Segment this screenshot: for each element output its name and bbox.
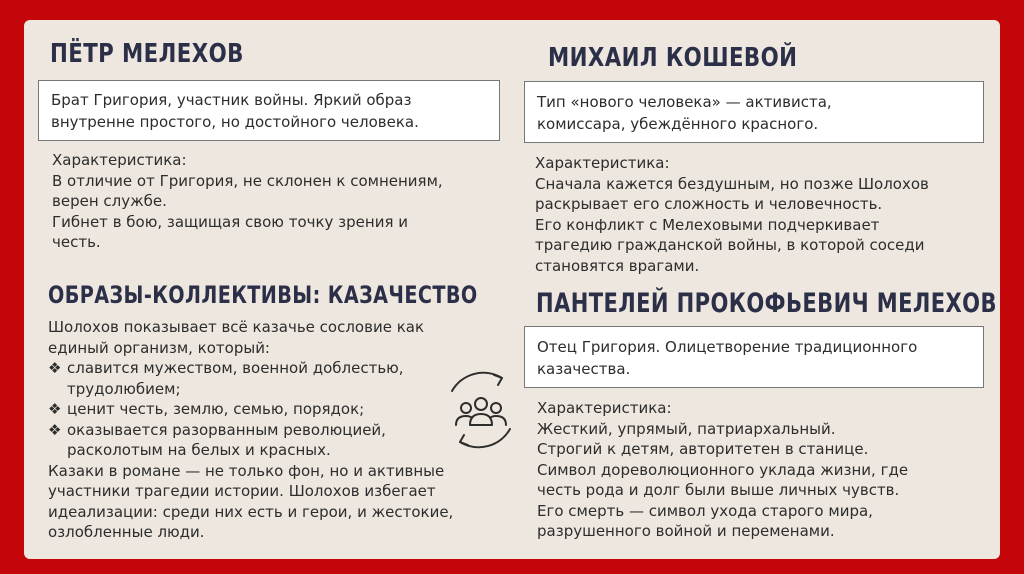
mikhail-description-box (524, 81, 984, 143)
mikhail-title: МИХАИЛ КОШЕВОЙ (548, 43, 798, 73)
kazachestvo-bullet-line: оказывается разорванным революцией, (67, 420, 386, 439)
petr-char-line: Гибнет в бою, защищая свою точку зрения и (52, 212, 409, 231)
kazachestvo-outro-line: идеализации: среди них есть и герои, и жестокие, (48, 502, 454, 521)
kazachestvo-intro-line: Шолохов показывает всё казачье сословие как (48, 318, 425, 336)
kazachestvo-bullet-item (48, 399, 453, 420)
kazachestvo-intro-line: единый организм, который: (48, 338, 270, 357)
kazachestvo-text (48, 317, 453, 543)
kazachestvo-bullet-item (48, 358, 453, 399)
petr-char-line: честь. (52, 233, 101, 251)
panteley-box-line: Отец Григория. Олицетворение традиционного (537, 338, 918, 356)
petr-characteristic (52, 150, 443, 253)
mikhail-char-line: Сначала кажется бездушным, но позже Шолохов (535, 174, 929, 193)
panteley-description-box (524, 326, 984, 388)
mikhail-box-line: комиссара, убеждённого красного. (537, 115, 819, 133)
panteley-characteristic (537, 398, 908, 542)
petr-description-box (38, 80, 500, 141)
mikhail-characteristic (535, 153, 929, 276)
petr-char-label: Характеристика: (52, 151, 187, 169)
panteley-box-line: казачества. (537, 360, 631, 378)
petr-box-line: Брат Григория, участник войны. Яркий образ (51, 91, 412, 109)
panteley-char-label: Характеристика: (537, 399, 672, 417)
mikhail-char-line: раскрывает его сложность и человечность. (535, 195, 883, 213)
mikhail-char-line: трагедию гражданской войны, в которой соседи (535, 236, 925, 254)
mikhail-char-line: становятся врагами. (535, 256, 700, 275)
mikhail-char-label: Характеристика: (535, 154, 670, 172)
kazachestvo-bullet-item (48, 420, 453, 461)
kazachestvo-bullet-line: славится мужеством, военной доблестью, (67, 359, 404, 377)
petr-char-line: В отличие от Григория, не склонен к сомнениям, (52, 171, 443, 190)
panteley-char-line: Строгий к детям, авторитетен в станице. (537, 440, 869, 458)
kazachestvo-outro-line: участники трагедии истории. Шолохов избегает (48, 482, 436, 500)
panteley-char-line: разрушенного войной и переменами. (537, 522, 835, 540)
mikhail-box-line: Тип «нового человека» — активиста, (537, 93, 832, 111)
kazachestvo-bullet-line: ценит честь, землю, семью, порядок; (67, 400, 365, 418)
kazachestvo-outro-line: озлобленные люди. (48, 523, 205, 541)
panteley-char-line: честь рода и долг были выше личных чувств. (537, 481, 900, 499)
kazachestvo-bullet-line: расколотым на белых и красных. (67, 441, 331, 459)
diamond-bullet-icon: ❖ (48, 420, 62, 439)
diamond-bullet-icon: ❖ (48, 400, 62, 418)
community-cycle-icon (436, 365, 526, 455)
panteley-char-line: Его смерть — символ ухода старого мира, (537, 501, 873, 520)
petr-title: ПЁТР МЕЛЕХОВ (50, 39, 244, 69)
petr-box-line: внутренне простого, но достойного человека. (51, 113, 419, 131)
mikhail-char-line: Его конфликт с Мелеховыми подчеркивает (535, 215, 880, 234)
kazachestvo-outro-line: Казаки в романе — не только фон, но и активные (48, 461, 445, 480)
kazachestvo-bullet-line: трудолюбием; (67, 379, 181, 398)
panteley-char-line: Жесткий, упрямый, патриархальный. (537, 419, 836, 438)
diamond-bullet-icon: ❖ (48, 359, 62, 377)
panteley-title: ПАНТЕЛЕЙ ПРОКОФЬЕВИЧ МЕЛЕХОВ (536, 288, 997, 319)
panteley-char-line: Символ дореволюционного уклада жизни, где (537, 460, 909, 479)
kazachestvo-title: ОБРАЗЫ-КОЛЛЕКТИВЫ: КАЗАЧЕСТВО (48, 281, 478, 309)
petr-char-line: верен службе. (52, 192, 167, 210)
